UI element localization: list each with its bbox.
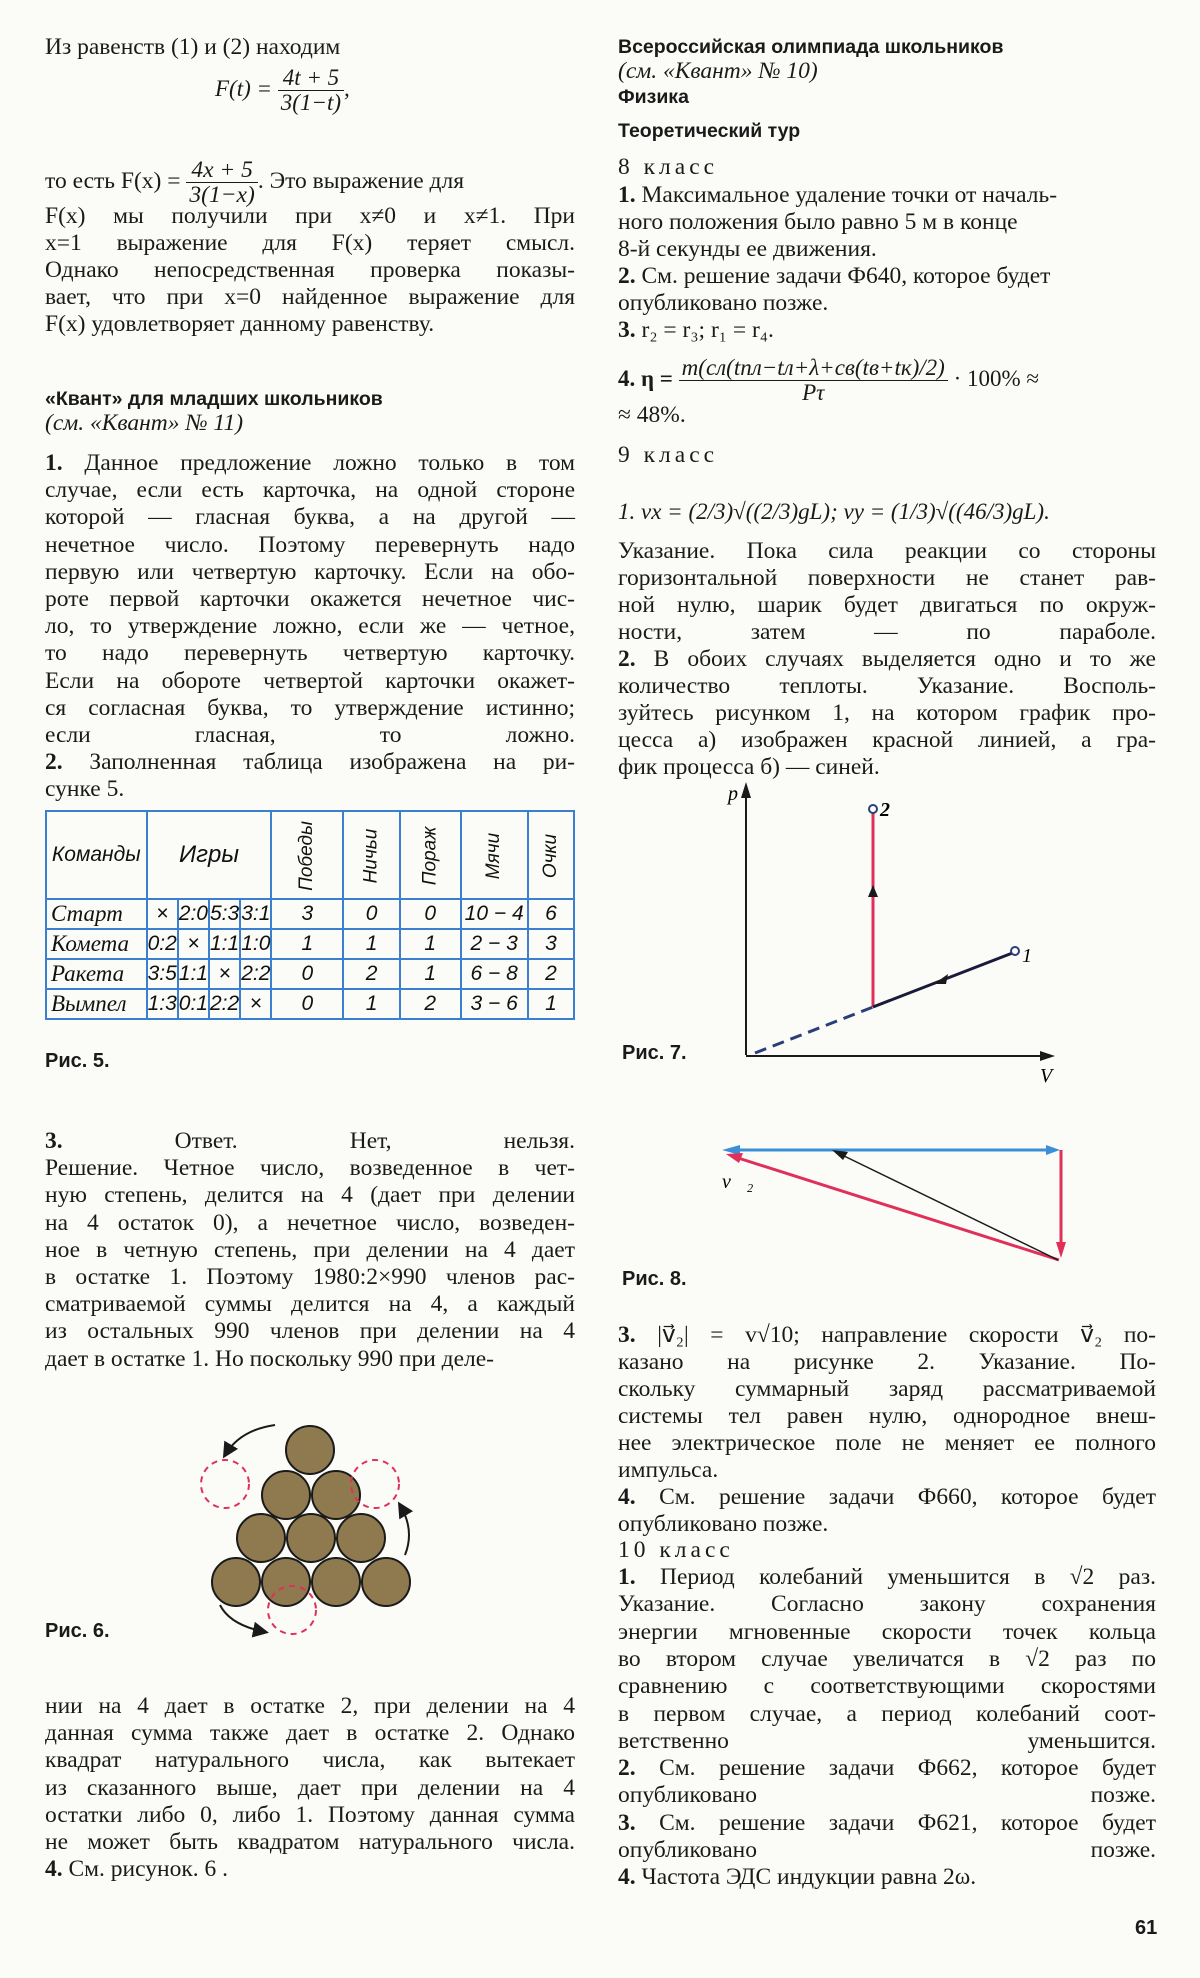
- text-line: 3. Ответ. Нет, нельзя.: [45, 1128, 575, 1154]
- table-row: [46, 899, 574, 929]
- intro-line-1: Из равенств (1) и (2) находим: [45, 34, 341, 60]
- item-number: 3.: [618, 317, 636, 343]
- game-cell: 2:2: [209, 989, 240, 1019]
- table-body: [46, 899, 574, 1019]
- v2-label: v⃗₂: [722, 1171, 754, 1193]
- text-line: фик процесса б) — синей.: [618, 754, 880, 780]
- page-number: 61: [1135, 1917, 1158, 1939]
- point-1-label: 1: [1022, 945, 1032, 967]
- wins-cell: 1: [271, 929, 343, 959]
- text-line: в первом случае, а период колебаний соот-: [618, 1700, 1156, 1727]
- points-cell: 3: [528, 929, 574, 959]
- velocity-formula: 1. vx = (2/3)√((2/3)gL); vy = (1/3)√((46/3)gL).: [618, 499, 1050, 524]
- formula-fraction: [278, 66, 344, 115]
- coin: [286, 1426, 334, 1474]
- coin: [362, 1558, 410, 1606]
- intro-line-6: вает, что при x=0 найденное выражение для: [45, 284, 575, 310]
- item-number: 2.: [618, 646, 636, 672]
- text-line: нии на 4 дает в остатке 2, при делении на 4: [45, 1693, 575, 1719]
- draws-cell: 2: [343, 959, 400, 989]
- text-line: данная сумма также дает в остатке 2. Однако: [45, 1720, 575, 1747]
- header-losses-label: Пораж: [419, 826, 441, 886]
- eta-denominator: Pτ: [802, 380, 825, 405]
- points-cell: 2: [528, 959, 574, 989]
- text-line: ной нулю, шарик будет двигаться по окруж-: [618, 592, 1156, 618]
- text-line: 1. Данное предложение ложно только в том: [45, 450, 575, 476]
- game-cell: 1:1: [209, 929, 240, 959]
- item-number: 4.: [618, 1484, 636, 1510]
- coin: [262, 1558, 310, 1606]
- text-line: 3. r₂ = r₃; r₁ = r₄.: [618, 317, 774, 343]
- item-number: 1.: [618, 182, 636, 208]
- red-arrow-left-icon: [726, 1153, 743, 1163]
- game-cell: 1:0: [240, 929, 271, 959]
- header-wins-label: Победы: [296, 821, 318, 891]
- draws-cell: 0: [343, 899, 400, 929]
- intro-line-3: F(x) мы получили при x≠0 и x≠1. При: [45, 203, 575, 229]
- black-vector: [840, 1154, 1058, 1260]
- text-line: ся согласная буква, то утверждение истинно;: [45, 694, 575, 721]
- point-1-marker: [1011, 947, 1019, 955]
- wins-cell: 0: [271, 959, 343, 989]
- game-cell: ×: [209, 959, 240, 989]
- wins-cell: 0: [271, 989, 343, 1019]
- header-losses: [400, 811, 461, 899]
- text-line: Если на обороте четвертой карточки окажет-: [45, 667, 575, 694]
- header-wins: [271, 811, 343, 899]
- text-line: не может быть квадратом натурального числа.: [45, 1829, 575, 1855]
- formula-tail: ,: [344, 75, 350, 101]
- coin: [287, 1514, 335, 1562]
- text-line: на 4 остаток 0), а нечетное число, возведен-: [45, 1209, 575, 1236]
- olymp-title: Всероссийская олимпиада школьников: [618, 36, 1004, 58]
- text-line: ного положения было равно 5 м в конце: [618, 209, 1018, 235]
- text-line: сунке 5.: [45, 776, 125, 803]
- text-line: 4. Частота ЭДС индукции равна 2ω.: [618, 1864, 977, 1891]
- text-line: опубликовано позже.: [618, 1511, 829, 1537]
- olymp-subject: Физика: [618, 86, 689, 108]
- text-line: зуйтесь рисунком 1, на котором график про-: [618, 700, 1156, 726]
- blue-arrow-right-icon: [1046, 1145, 1060, 1155]
- curved-arrow-icon: [220, 1605, 265, 1632]
- text-line: опубликовано позже.: [618, 1837, 1156, 1863]
- text-line: ветственно уменьшится.: [618, 1727, 1156, 1754]
- item-number: 3.: [618, 1322, 636, 1348]
- text-line: ное в четную степень, при делении на 4 дает: [45, 1236, 575, 1263]
- eta-formula: [618, 356, 1039, 405]
- wins-cell: 3: [271, 899, 343, 929]
- header-goals: [461, 811, 528, 899]
- text-line: сравнению с соответствующими скоростями: [618, 1673, 1156, 1700]
- header-teams: Команды: [46, 811, 147, 899]
- grade10-heading: 10 класс: [618, 1537, 734, 1563]
- dashed-extension-line: [755, 1007, 873, 1053]
- text-line: энергии мгновенные скорости точек кольца: [618, 1618, 1156, 1645]
- game-cell: ×: [178, 929, 209, 959]
- text-line: 8-й секунды ее движения.: [618, 236, 877, 262]
- results-table: [45, 810, 575, 1020]
- text-line: количество теплоты. Указание. Восполь-: [618, 673, 1156, 699]
- text-line: 1. Период колебаний уменьшится в √2 раз.: [618, 1564, 1156, 1590]
- item-number: 3.: [45, 1128, 63, 1154]
- coin-target-position: [201, 1460, 249, 1508]
- text-line: нее электрическое поле не меняет ее полного: [618, 1430, 1156, 1456]
- goals-cell: 2 − 3: [461, 929, 528, 959]
- text-line: системы тел равен нулю, однородное внеш-: [618, 1403, 1156, 1429]
- p-axis-arrow-icon: [741, 782, 751, 798]
- table-row: [46, 929, 574, 959]
- table-row: [46, 959, 574, 989]
- item-number: 2.: [45, 749, 63, 776]
- draws-cell: 1: [343, 989, 400, 1019]
- item-number: 2.: [618, 263, 636, 289]
- losses-cell: 1: [400, 929, 461, 959]
- text-line: Решение. Четное число, возведенное в чет-: [45, 1155, 575, 1182]
- text-line: 2. См. решение задачи Ф662, которое будет: [618, 1755, 1156, 1782]
- text-line: Указание. Пока сила реакции со стороны: [618, 538, 1156, 564]
- game-cell: 1:3: [147, 989, 178, 1019]
- eta-label: 4. η =: [618, 365, 673, 391]
- item-number: 4.: [45, 1856, 63, 1883]
- eta-numerator: m(cл(tпл−tл+λ+cв(tв+tк)/2): [679, 356, 948, 381]
- kvant-section-subtitle: (см. «Квант» № 11): [45, 410, 244, 436]
- text-line: 3. См. решение задачи Ф621, которое будет: [618, 1809, 1156, 1836]
- header-points: [528, 811, 574, 899]
- item-number: 1.: [45, 450, 63, 476]
- text-line: квадрат натурального числа, как вытекает: [45, 1747, 575, 1774]
- up-arrow-icon: [868, 885, 878, 897]
- text-line: ности, затем — по параболе.: [618, 619, 1156, 645]
- text-line: скольку суммарный заряд рассматриваемой: [618, 1376, 1156, 1402]
- kvant-section-title: «Квант» для младших школьников: [45, 388, 383, 410]
- coin: [262, 1471, 310, 1519]
- coin: [312, 1558, 360, 1606]
- team-name: Старт: [46, 899, 147, 929]
- grade9-heading: 9 класс: [618, 442, 719, 468]
- text-line: если гласная, то ложно.: [45, 722, 575, 748]
- text-line: цесса а) изображен красной линией, а гра-: [618, 727, 1156, 753]
- formula-lhs: F(t) =: [215, 75, 273, 101]
- team-name: Ракета: [46, 959, 147, 989]
- game-cell: 2:2: [240, 959, 271, 989]
- point-2-marker: [869, 805, 877, 813]
- text-line: 1. Максимальное удаление точки от началь-: [618, 182, 1058, 208]
- text-line: 3. |v⃗₂| = v√10; направление скорости v⃗₂ по-: [618, 1322, 1156, 1348]
- points-cell: 1: [528, 989, 574, 1019]
- text-line: 4. См. решение задачи Ф660, которое будет: [618, 1484, 1156, 1510]
- text-line: импульса.: [618, 1457, 719, 1483]
- axis-p-label: p: [728, 783, 738, 805]
- goals-cell: 6 − 8: [461, 959, 528, 989]
- text-line: сматриваемой суммы делится на 4, а каждый: [45, 1291, 575, 1318]
- text-line: Указание. Согласно закону сохранения: [618, 1591, 1156, 1618]
- text-line: остатки либо 0, либо 1. Поэтому данная сумма: [45, 1801, 575, 1828]
- red-diagonal-vector: [735, 1157, 1059, 1260]
- grade8-heading: 8 класс: [618, 154, 719, 180]
- losses-cell: 1: [400, 959, 461, 989]
- intro-line-4: x=1 выражение для F(x) теряет смысл.: [45, 230, 575, 256]
- formula-f-t: [215, 66, 350, 115]
- goals-cell: 3 − 6: [461, 989, 528, 1019]
- intro-l2-post: . Это выражение для: [257, 167, 465, 194]
- curved-arrow-icon: [400, 1505, 409, 1555]
- points-cell: 6: [528, 899, 574, 929]
- text-line: опубликовано позже.: [618, 290, 829, 316]
- coin: [337, 1514, 385, 1562]
- header-draws-label: Ничьи: [360, 828, 382, 884]
- text-line: опубликовано позже.: [618, 1782, 1156, 1809]
- text-line: 2. В обоих случаях выделяется одно и то же: [618, 646, 1156, 672]
- curved-arrow-icon: [225, 1425, 275, 1455]
- game-cell: 5:3: [209, 899, 240, 929]
- text-line: роте первой карточки окажется нечетное чис-: [45, 586, 575, 612]
- game-cell: ×: [240, 989, 271, 1019]
- formula-numerator: 4t + 5: [278, 66, 344, 91]
- text-line: из остальных 990 членов при делении на 4: [45, 1318, 575, 1345]
- team-name: Вымпел: [46, 989, 147, 1019]
- game-cell: 2:0: [178, 899, 209, 929]
- header-games: Игры: [147, 811, 272, 899]
- item-number: 1.: [618, 1564, 636, 1590]
- text-line: в остатке 1. Поэтому 1980:2×990 членов рас-: [45, 1264, 575, 1290]
- header-points-label: Очки: [539, 833, 561, 879]
- olymp-round: Теоретический тур: [618, 120, 801, 142]
- text-line: ную степень, делится на 4 (дает при делении: [45, 1182, 575, 1209]
- game-cell: 3:1: [240, 899, 271, 929]
- coin: [237, 1514, 285, 1562]
- intro-line-5: Однако непосредственная проверка показы-: [45, 257, 575, 283]
- goals-cell: 10 − 4: [461, 899, 528, 929]
- game-cell: 1:1: [178, 959, 209, 989]
- coins-group: [201, 1425, 410, 1634]
- red-arrow-down-icon: [1056, 1242, 1066, 1258]
- team-name: Комета: [46, 929, 147, 959]
- item-number: 2.: [618, 1755, 636, 1782]
- formula-denominator: 3(1−t): [280, 90, 342, 115]
- text-line: казано на рисунке 2. Указание. По-: [618, 1349, 1156, 1375]
- text-line: дает в остатке 1. Но поскольку 990 при деле-: [45, 1345, 495, 1372]
- draws-cell: 1: [343, 929, 400, 959]
- text-line: нечетное число. Поэтому перевернуть надо: [45, 531, 575, 558]
- game-cell: ×: [147, 899, 178, 929]
- text-line: то надо перевернуть четвертую карточку.: [45, 640, 575, 667]
- axis-v-label: V: [1040, 1065, 1053, 1087]
- formula-x-numerator: 4x + 5: [186, 158, 257, 183]
- item-number: 3.: [618, 1809, 636, 1836]
- intro-line-2: [45, 158, 464, 207]
- table-row: [46, 989, 574, 1019]
- fig5-caption: Рис. 5.: [45, 1050, 110, 1072]
- v-axis-arrow-icon: [1040, 1051, 1055, 1061]
- text-line: во втором случае увеличатся в √2 раз по: [618, 1645, 1156, 1672]
- formula-x-denominator: 3(1−x): [189, 182, 255, 208]
- table-header-row: [46, 811, 574, 899]
- text-line: 2. См. решение задачи Ф640, которое будет: [618, 263, 1051, 289]
- fig6-coins-diagram: [180, 1410, 440, 1650]
- game-cell: 3:5: [147, 959, 178, 989]
- olymp-subtitle: (см. «Квант» № 10): [618, 58, 818, 84]
- formula-f-x-fraction: [186, 158, 257, 207]
- intro-line-7: F(x) удовлетворяет данному равенству.: [45, 311, 435, 337]
- fig7-caption: Рис. 7.: [622, 1042, 687, 1064]
- game-cell: 0:1: [178, 989, 209, 1019]
- point-2-label: 2: [880, 799, 890, 821]
- text-line: 4. См. рисунок. 6 .: [45, 1856, 228, 1883]
- losses-cell: 2: [400, 989, 461, 1019]
- fig8-caption: Рис. 8.: [622, 1268, 687, 1290]
- text-line: ло, то утверждение ложно, если же — четное,: [45, 613, 575, 640]
- intro-l2-pre: то есть F(x) =: [45, 167, 181, 194]
- game-cell: 0:2: [147, 929, 178, 959]
- coin: [312, 1471, 360, 1519]
- header-goals-label: Мячи: [483, 832, 505, 880]
- losses-cell: 0: [400, 899, 461, 929]
- eta-tail: · 100% ≈: [953, 365, 1040, 391]
- text-line: 2. Заполненная таблица изображена на ри-: [45, 749, 575, 776]
- text-line: первую или четвертую карточку. Если на обо-: [45, 558, 575, 585]
- item-number: 4.: [618, 1864, 636, 1891]
- header-draws: [343, 811, 400, 899]
- text-line: из сказанного выше, дает при делении на 4: [45, 1774, 575, 1801]
- eta-fraction: [679, 356, 948, 405]
- text-line: случае, если есть карточка, на одной стороне: [45, 477, 575, 504]
- text-line: которой — гласная буква, а на другой —: [45, 504, 575, 531]
- eta-result: ≈ 48%.: [618, 402, 686, 428]
- text-line: горизонтальной поверхности не станет рав-: [618, 565, 1156, 591]
- fig6-caption: Рис. 6.: [45, 1620, 110, 1642]
- coin: [212, 1558, 260, 1606]
